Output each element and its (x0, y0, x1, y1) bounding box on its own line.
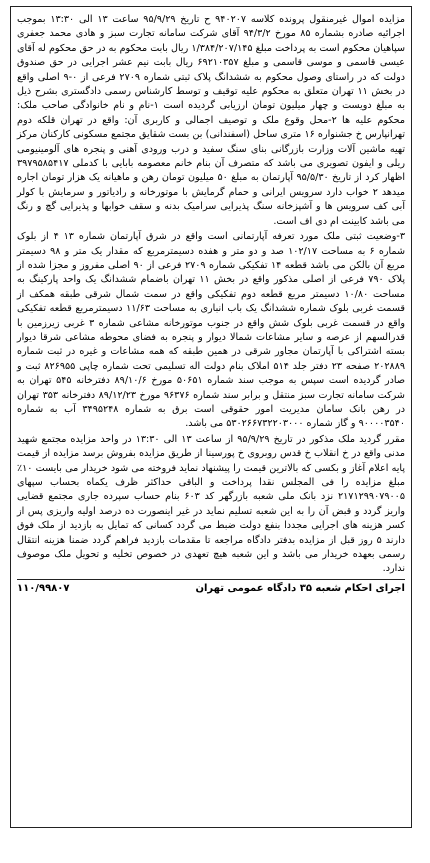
notice-paragraph-registration: ۳-وضعیت ثبتی ملک مورد تعرفه آپارتمانی است واقع در شرق آپارتمان شماره ۱۳ ۴ از بلوک شماره ۶ به مساحت ۱۰۲/۱۷ صد و دو متر و هفده دسیمترمربع که مقدار یک متر و ۹۸ دسیمتر مربع آن بالکن می باشد قطعه ۱۴ تفکیکی شماره ۲۷۰۹ فرعی از ۹۰ اصلی مفروز و مجزا شده از پلاک ۷۹۰ فرعی از اصلی مذکور واقع در بخش ۱۱ تهران باضمام ششدانگ یک واحد پارکینگ به مساحت ۱۰/۸۰ دسیمتر مربع قطعه دوم تفکیکی واقع در سمت شمال شرقی طبقه همکف از قسمت غربی بلوک شماره ششدانگ یک باب انباری به مساحت ۱۱/۶۳ دسیمترمربع قطعه تفکیکی واقع در قسمت غربی بلوک شش واقع در جنوب موتورخانه مشاعی شماره ۳ غربی زیرزمین با قدرالسهم از عرصه و سایر مشاعات شمالا دیوار و پنجره به فضای محوطه مشاعی شرقا دیوار بسته اشتراکی با آپارتمان مجاور شرقی در همین طبقه که همه مشاعات و غیره در ثبت شماره ۲۰۲۸۸۹ صفحه ۲۳ دفتر جلد ۵۱۴ املاک بنام دولت اله تسلیمی تحت شماره چاپی ۸۲۶۹۵۵ ثبت و صادر گردیده است سپس به موجب سند شماره ۵۰۶۵۱ مورخ ۸۹/۱۰/۶ دفترخانه ۵۴۵ تهران به شرکت سامانه تجارت سبز منتقل و برابر سند شماره ۹۶۳۷۶ مورخ ۸۹/۱۲/۲۳ دفترخانه ۳۵۳ تهران در رهن بانک سامان مدیریت امور حقوقی است برق به شماره ۳۴۹۵۲۴۸ آب به شماره ۹۰۰۰۰۳۵۴۰ و گاز شماره ۵۳۰۲۶۶۷۳۲۲۰۳۰۰۰ می باشد. (17, 231, 406, 430)
legal-notice (10, 6, 412, 828)
issuer-name: اجرای احکام شعبه ۳۵ دادگاه عمومی تهران (195, 582, 405, 594)
notice-footer (17, 579, 405, 596)
notice-paragraph-auction-terms: مقرر گردید ملک مذکور در تاریخ ۹۵/۹/۲۹ از ساعت ۱۳ الی ۱۳:۳۰ در واحد مزایده مجتمع شهید مدنی واقع در خ انقلاب خ قدس روبروی خ پورسینا از طریق مزایده بفروش برسد مزایده از قیمت پایه اعلام آغاز و بکسی که بالاترین قیمت را پیشنهاد نماید فروخته می شود خریدار می بایست ۱۰٪ مبلغ مزایده را فی المجلس نقدا پرداخت و الباقی حداکثر ظرف یکماه بحساب سپهای ۲۱۷۱۲۹۹۰۷۹۰۰۵ نزد بانک ملی شعبه بازرگهر کد ۶۰۳ بنام حساب سپرده جاری مجتمع قضایی واریز گردد و قبض آن را به این شعبه تسلیم نماید در غیر اینصورت ده درصد اولیه واریزی پس از کسر هزینه های اجرایی مجددا بنفع دولت ضبط می گردد کسانی که تمایل به بازدید از ملک فوق دارند ۵ روز قبل از مزایده بدفتر دادگاه مراجعه تا مقدمات بازدید فراهم گردد ضمنا هزینه انتقال رسمی بعهده خریدار می باشد و این شعبه هیچ تعهدی در خصوص تخلیه و تحویل ملک موصوف ندارد. (17, 433, 406, 575)
notice-paragraph-intro: مزایده اموال غیرمنقول پرونده کلاسه ۹۴۰۲۰۷ ح تاریخ ۹۵/۹/۲۹ ساعت ۱۳ الی ۱۳:۳۰ بموجب اجرائیه صادره بشماره ۸۵ مورخ ۹۴/۳/۲ آقای شرکت سامانه تجارت سبز و هادی محمد جعفری سپاهیان محکوم است به پرداخت مبلغ ۱/۳۸۴/۲۰۷/۱۴۵ ریال بابت محکوم به در حق محکوم له آقای عیسی قاسمی و موسی قاسمی و مبلغ ۶۹۲۱۰۳۵۷ ریال بابت نیم عشر اجرایی در حق صندوق دولت که در راستای وصول محکوم به ششدانگ پلاک ثبتی شماره ۲۷۰۹ فرعی از ۰-۹ اصلی واقع در بخش ۱۱ تهران متعلق به محکوم علیه توقیف و توسط کارشناس رسمی دادگستری بشرح ذیل به مبلغ دویست و چهار میلیون تومان ارزیابی گردیده است ۱-نام و نام خانوادگی صاحب ملک: محکوم علیه ها ۲-محل وقوع ملک و توصیف اجمالی و کاربری آن: واقع در تهران قلکه دوم تهرانپارس خ جشنواره ۱۶ متری ساحل (اسفندانی) بن بست شقایق مجتمع مسکونی کارکنان مرکز تهیه ماشین آلات وزارت بازرگانی بنای سنگ سفید و درب ورودی آهنی و پنجره های آلومینیومی ریلی و ایفون تصویری می باشد که متصرف آن بنام خانم معصومه بابایی با کدملی ۳۹۷۹۵۸۵۴۱۷ اظهار کرد از تاریخ ۹۵/۵/۳۰ آپارتمان به مبلغ ۵۰ میلیون تومان رهن و ماهیانه یک هزار تومان اجاره میدهد ۲ خواب دارد سرویس ایرانی و حمام گرمایش با موتورخانه و رادیاتور و سرمایش با کولر آبی کف سرویس ها و آشپزخانه سنگ پذیرایی سرامیک بدنه و سقف خوابها و پذیرایی گچ و رنگ می باشد کابینت ام دی اف است. (17, 14, 406, 227)
notice-code: ۱۱۰/۹۹۸۰۷ (17, 582, 70, 594)
